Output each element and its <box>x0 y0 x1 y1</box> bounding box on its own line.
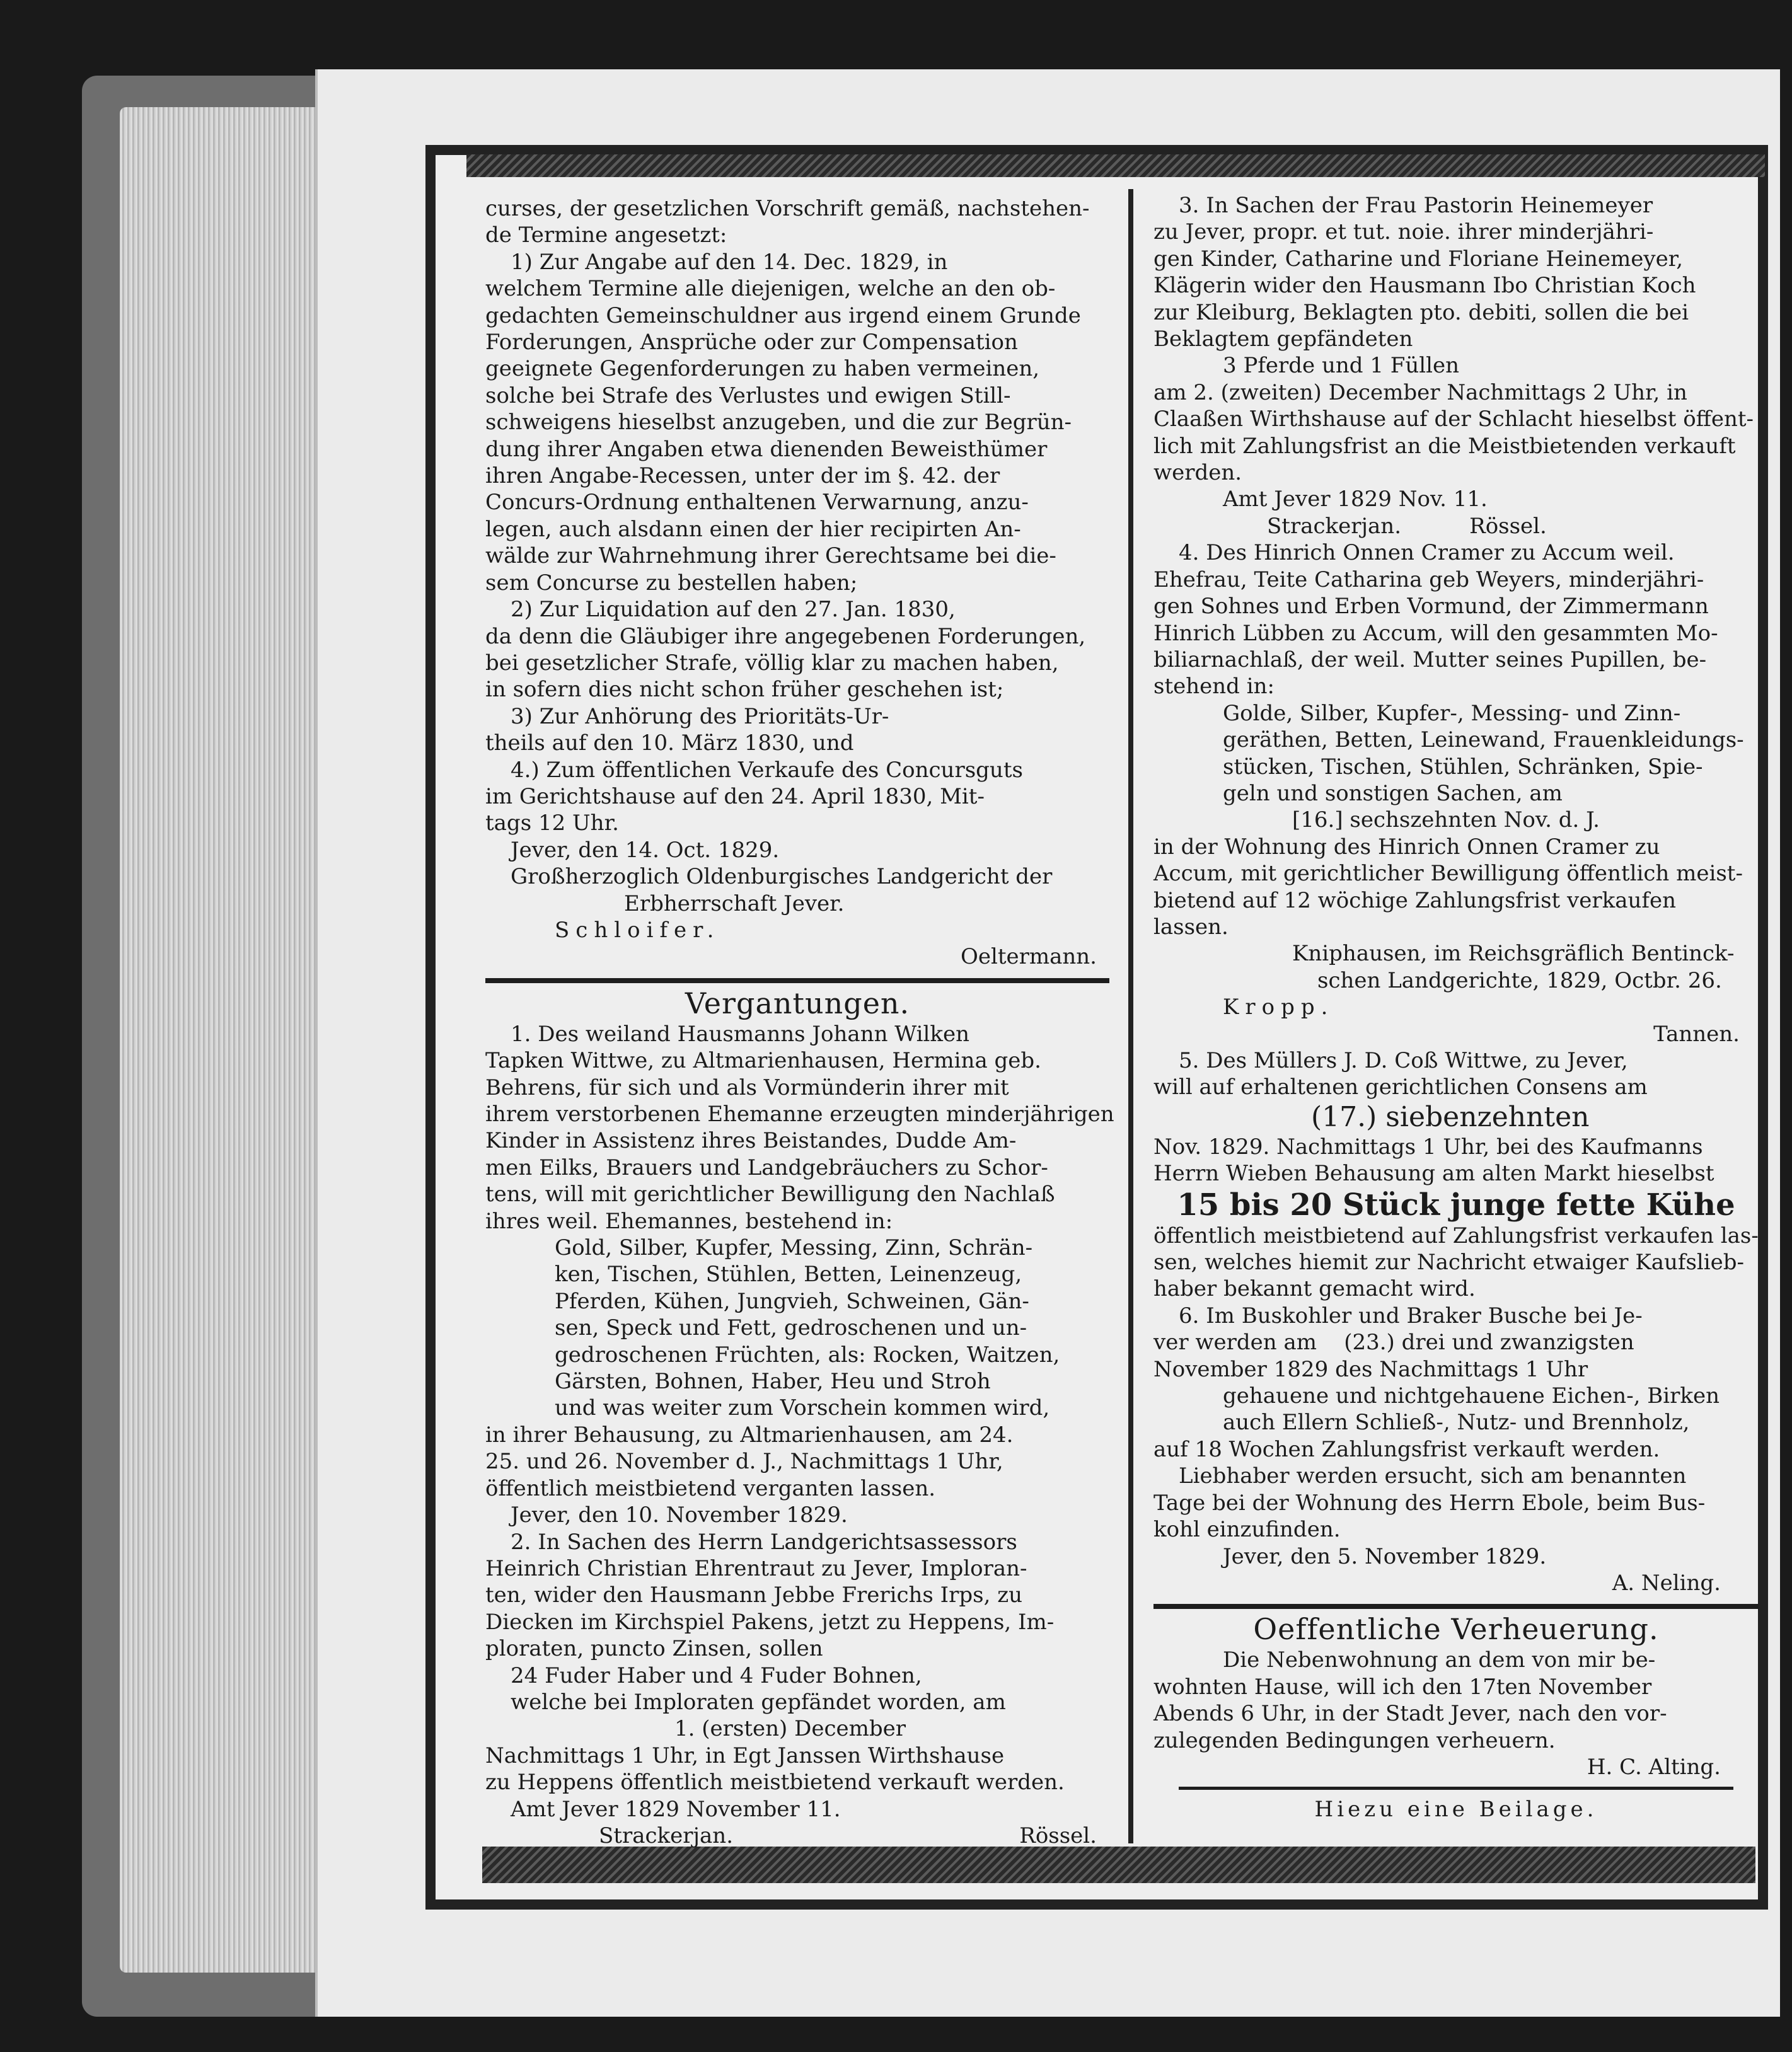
text-line: 6. Im Buskohler und Braker Busche bei Je- <box>1179 1303 1643 1329</box>
right-column <box>1153 192 1759 1823</box>
text-line: Ehefrau, Teite Catharina geb Weyers, minderjähri- <box>1153 567 1704 592</box>
notice-4 <box>1153 539 1759 700</box>
text-line: zu Jever, propr. et tut. noie. ihrer minderjähri- <box>1153 219 1654 245</box>
text-line: Claaßen Wirthshause auf der Schlacht hieselbst öffent- <box>1153 406 1754 432</box>
text-line: da denn die Gläubiger ihre angegebenen Forderungen, <box>485 623 1086 649</box>
page-edges <box>120 107 321 1973</box>
intro-paragraph <box>485 195 1109 249</box>
text-line: Tapken Wittwe, zu Altmarienhausen, Hermina geb. <box>485 1048 1041 1074</box>
supplement-note: Hiezu eine Beilage. <box>1314 1797 1598 1823</box>
text-line: Großherzoglich Oldenburgisches Landgericht der <box>511 864 1053 890</box>
text-line: sen, Speck und Fett, gedroschenen und un- <box>555 1315 1027 1341</box>
term-4-paragraph <box>485 757 1109 837</box>
top-border <box>466 154 1765 177</box>
text-line: ver werden am (23.) drei und zwanzigsten <box>1153 1330 1634 1356</box>
text-line: in sofern dies nicht schon früher geschehen ist; <box>485 677 1004 703</box>
text-line: sen, welches hiemit zur Nachricht etwaiger Kaufslieb- <box>1153 1250 1745 1276</box>
signature: Kropp. <box>1223 994 1334 1020</box>
section-heading: Vergantungen. <box>685 986 910 1020</box>
text-line: geln und sonstigen Sachen, am <box>1223 780 1563 806</box>
text-line: ken, Tischen, Stühlen, Betten, Leinenzeug, <box>555 1262 1022 1288</box>
notice-5 <box>1153 1047 1759 1101</box>
auction-date: 1. (ersten) December <box>674 1716 906 1742</box>
term-1-paragraph <box>485 249 1109 275</box>
text-line: tags 12 Uhr. <box>485 810 619 836</box>
notice-2 <box>485 1529 1109 1663</box>
bottom-border <box>482 1847 1755 1883</box>
text-line: ihren Angabe-Recessen, unter der im §. 42. der <box>485 463 1000 489</box>
text-line: haber bekannt gemacht wird. <box>1153 1276 1476 1302</box>
term-1-body <box>485 275 1109 596</box>
notice-1-end <box>485 1422 1109 1502</box>
text-line: Forderungen, Ansprüche oder zur Compensation <box>485 330 1018 355</box>
text-line: ploraten, puncto Zinsen, sollen <box>485 1636 823 1662</box>
notice-3 <box>1153 192 1759 352</box>
text-line: gehauene und nichtgehauene Eichen-, Birken <box>1223 1383 1720 1409</box>
signature: H. C. Alting. <box>1587 1754 1721 1780</box>
notice-3-end <box>1153 379 1759 487</box>
text-line: Herrn Wieben Behausung am alten Markt hieselbst <box>1153 1161 1714 1187</box>
text-line: ihrem verstorbenen Ehemanne erzeugten minderjährigen <box>485 1102 1114 1127</box>
text-line: wohnten Hause, will ich den 17ten November <box>1153 1674 1652 1700</box>
text-line: welchem Termine alle diejenigen, welche an den ob- <box>485 276 1056 302</box>
text-line: gen Sohnes und Erben Vormund, der Zimmermann <box>1153 594 1709 620</box>
text-line: Behrens, für sich und als Vormünderin ihrer mit <box>485 1075 1009 1100</box>
text-line: Tage bei der Wohnung des Herrn Ebole, beim Bus- <box>1153 1490 1706 1516</box>
text-line: will auf erhaltenen gerichtlichen Consens am <box>1153 1075 1648 1100</box>
text-line: wälde zur Wahrnehmung ihrer Gerechtsame bei die- <box>485 543 1056 569</box>
notice-2-goods <box>485 1663 1109 1716</box>
text-line: 1) Zur Angabe auf den 14. Dec. 1829, in <box>511 249 948 275</box>
text-line: biliarnachlaß, der weil. Mutter seines Pupillen, be- <box>1153 647 1707 672</box>
signature: A. Neling. <box>1612 1570 1721 1596</box>
text-line: Nov. 1829. Nachmittags 1 Uhr, bei des Kaufmanns <box>1153 1134 1703 1160</box>
notice-4-end <box>1153 834 1759 941</box>
text-line: auch Ellern Schließ-, Nutz- und Brennholz, <box>1223 1410 1690 1436</box>
notice-1-goods <box>485 1235 1109 1422</box>
text-line: zulegenden Bedingungen verheuern. <box>1153 1727 1556 1753</box>
text-line: 5. Des Müllers J. D. Coß Wittwe, zu Jever, <box>1179 1048 1628 1073</box>
text-line: Golde, Silber, Kupfer-, Messing- und Zinn- <box>1223 700 1681 726</box>
text-line: Diecken im Kirchspiel Pakens, jetzt zu Heppens, Im- <box>485 1609 1055 1635</box>
text-line: werden. <box>1153 460 1242 486</box>
text-line: 1. Des weiland Hausmanns Johann Wilken <box>511 1021 970 1047</box>
left-column <box>485 195 1114 1849</box>
text-line: am 2. (zweiten) December Nachmittags 2 Uhr, in <box>1153 379 1687 405</box>
rent-notice <box>1153 1647 1759 1754</box>
text-line: sem Concurse zu bestellen haben; <box>485 570 858 596</box>
text-line: dung ihrer Angaben etwa dienenden Beweisthümer <box>485 436 1048 462</box>
text-line: Kinder in Assistenz ihres Beistandes, Dudde Am- <box>485 1128 1017 1154</box>
signature: Oeltermann. <box>960 944 1097 970</box>
text-line: 3) Zur Anhörung des Prioritäts-Ur- <box>511 703 889 729</box>
court-signature <box>485 863 1109 917</box>
text-line: lich mit Zahlungsfrist an die Meistbietenden verkauft <box>1153 433 1736 459</box>
text-line: ihres weil. Ehemannes, bestehend in: <box>485 1208 893 1234</box>
text-line: kohl einzufinden. <box>1153 1517 1341 1543</box>
notice-4-goods <box>1153 700 1759 807</box>
dateline: Jever, den 14. Oct. 1829. <box>511 837 780 863</box>
text-line: Hinrich Lübben zu Accum, will den gesammten Mo- <box>1153 620 1718 646</box>
text-line: gedroschenen Früchten, als: Rocken, Waitzen, <box>555 1342 1060 1368</box>
text-line: de Termine angesetzt: <box>485 222 727 248</box>
section-divider <box>1153 1604 1759 1609</box>
text-line: bei gesetzlicher Strafe, völlig klar zu machen haben, <box>485 650 1059 676</box>
column-divider <box>1128 189 1133 1843</box>
text-line: Liebhaber werden ersucht, sich am benannten <box>1179 1463 1687 1489</box>
text-line: 4. Des Hinrich Onnen Cramer zu Accum weil. <box>1179 540 1675 566</box>
text-line: lassen. <box>1153 914 1228 940</box>
notice-5-end <box>1153 1223 1759 1303</box>
signature: Strackerjan. <box>599 1823 734 1848</box>
text-line: schweigens hieselbst anzugeben, und die zur Begrün- <box>485 410 1072 435</box>
text-line: Concurs-Ordnung enthaltenen Verwarnung, anzu- <box>485 490 1029 516</box>
text-line: welche bei Imploraten gepfändet worden, am <box>511 1689 1006 1715</box>
text-line: öffentlich meistbietend verganten lassen. <box>485 1475 936 1501</box>
text-line: Heinrich Christian Ehrentraut zu Jever, Imploran- <box>485 1555 1027 1581</box>
text-line: gen Kinder, Catharine und Floriane Heinemeyer, <box>1153 246 1684 272</box>
text-line: auf 18 Wochen Zahlungsfrist verkauft werden. <box>1153 1436 1660 1462</box>
notice-1 <box>485 1021 1114 1235</box>
text-line: 4.) Zum öffentlichen Verkaufe des Concursguts <box>511 757 1023 783</box>
text-line: legen, auch alsdann einen der hier recipirten An- <box>485 516 1021 542</box>
notice-6-end <box>1153 1436 1759 1543</box>
text-line: Accum, mit gerichtlicher Bewilligung öffentlich meist- <box>1153 861 1743 887</box>
text-line: theils auf den 10. März 1830, und <box>485 730 854 756</box>
signature: Tannen. <box>1653 1021 1740 1047</box>
text-line: in der Wohnung des Hinrich Onnen Cramer zu <box>1153 834 1660 860</box>
text-line: und was weiter zum Vorschein kommen wird, <box>555 1395 1050 1421</box>
text-line: Gold, Silber, Kupfer, Messing, Zinn, Schrän- <box>555 1235 1033 1261</box>
goods-line: 3 Pferde und 1 Füllen <box>1223 353 1460 379</box>
text-line: 2) Zur Liquidation auf den 27. Jan. 1830, <box>511 597 956 623</box>
text-line: stehend in: <box>1153 674 1275 700</box>
text-line: Die Nebenwohnung an dem von mir be- <box>1223 1647 1656 1673</box>
signature: Strackerjan. Rössel. <box>1267 513 1547 539</box>
text-line: Pferden, Kühen, Jungvieh, Schweinen, Gän- <box>555 1288 1029 1314</box>
text-line: zur Kleiburg, Beklagten pto. debiti, sollen die bei <box>1153 299 1689 325</box>
text-line: Nachmittags 1 Uhr, in Egt Janssen Wirthshause <box>485 1743 1005 1768</box>
text-line: ten, wider den Hausmann Jebbe Frerichs Irps, zu <box>485 1582 1023 1608</box>
auction-date: [16.] sechszehnten Nov. d. J. <box>1292 807 1600 833</box>
dateline: Amt Jever 1829 November 11. <box>511 1796 841 1822</box>
notice-2-signatures <box>485 1823 1109 1849</box>
text-line: tens, will mit gerichtlicher Bewilligung den Nachlaß <box>485 1182 1055 1208</box>
text-line: Gärsten, Bohnen, Haber, Heu und Stroh <box>555 1369 991 1395</box>
notice-2-end <box>485 1743 1109 1796</box>
section-heading: Oeffentliche Verheuerung. <box>1253 1612 1659 1647</box>
term-3-paragraph <box>485 703 1109 757</box>
text-line: men Eilks, Brauers und Landgebräuchers zu Schor- <box>485 1155 1048 1180</box>
text-line: 24 Fuder Haber und 4 Fuder Bohnen, <box>511 1663 922 1688</box>
text-line: bietend auf 12 wöchige Zahlungsfrist verkaufen <box>1153 887 1676 913</box>
highlight-line: 15 bis 20 Stück junge fette Kühe <box>1177 1187 1735 1223</box>
auction-date: (17.) siebenzehnten <box>1311 1100 1590 1133</box>
text-line: 25. und 26. November d. J., Nachmittags 1 Uhr, <box>485 1449 1003 1475</box>
text-line: Beklagtem gepfändeten <box>1153 326 1413 352</box>
notice-6-goods <box>1153 1383 1759 1436</box>
notice-6 <box>1153 1303 1759 1383</box>
signature: Rössel. <box>1019 1823 1097 1848</box>
term-2-paragraph <box>485 596 1109 703</box>
text-line: 3. In Sachen der Frau Pastorin Heinemeyer <box>1179 193 1653 218</box>
text-line: in ihrer Behausung, zu Altmarienhausen, am 24. <box>485 1422 1014 1448</box>
text-line: Klägerin wider den Hausmann Ibo Christian Koch <box>1153 273 1696 299</box>
text-line: stücken, Tischen, Stühlen, Schränken, Spie- <box>1223 754 1703 780</box>
signature: Schloifer. <box>555 917 720 943</box>
text-line: schen Landgerichte, 1829, Octbr. 26. <box>1317 967 1722 993</box>
text-line: geeignete Gegenforderungen zu haben vermeinen, <box>485 356 1040 382</box>
notice-5-mid <box>1153 1134 1759 1187</box>
text-line: gedachten Gemeinschuldner aus irgend einem Grunde <box>485 303 1081 328</box>
text-line: zu Heppens öffentlich meistbietend verkauft werden. <box>485 1770 1065 1796</box>
text-line: November 1829 des Nachmittags 1 Uhr <box>1153 1356 1588 1382</box>
section-divider <box>1179 1787 1733 1790</box>
dateline: Jever, den 5. November 1829. <box>1223 1543 1547 1569</box>
dateline: Jever, den 10. November 1829. <box>511 1502 848 1528</box>
notice-4-court <box>1153 940 1759 994</box>
text-line: 2. In Sachen des Herrn Landgerichtsassessors <box>511 1529 1017 1555</box>
text-line: Erbherrschaft Jever. <box>624 891 845 916</box>
text-line: öffentlich meistbietend auf Zahlungsfrist verkaufen las- <box>1153 1223 1759 1248</box>
text-line: solche bei Strafe des Verlustes und ewigen Still- <box>485 383 1011 408</box>
dateline: Amt Jever 1829 Nov. 11. <box>1223 487 1488 512</box>
section-divider <box>485 978 1109 983</box>
text-line: Abends 6 Uhr, in der Stadt Jever, nach den vor- <box>1153 1701 1667 1727</box>
text-line: Kniphausen, im Reichsgräflich Bentinck- <box>1292 941 1735 967</box>
text-line: curses, der gesetzlichen Vorschrift gemäß, nachstehen- <box>485 196 1090 221</box>
text-line: im Gerichtshause auf den 24. April 1830, Mit- <box>485 783 985 809</box>
text-line: geräthen, Betten, Leinewand, Frauenkleidungs- <box>1223 727 1744 753</box>
